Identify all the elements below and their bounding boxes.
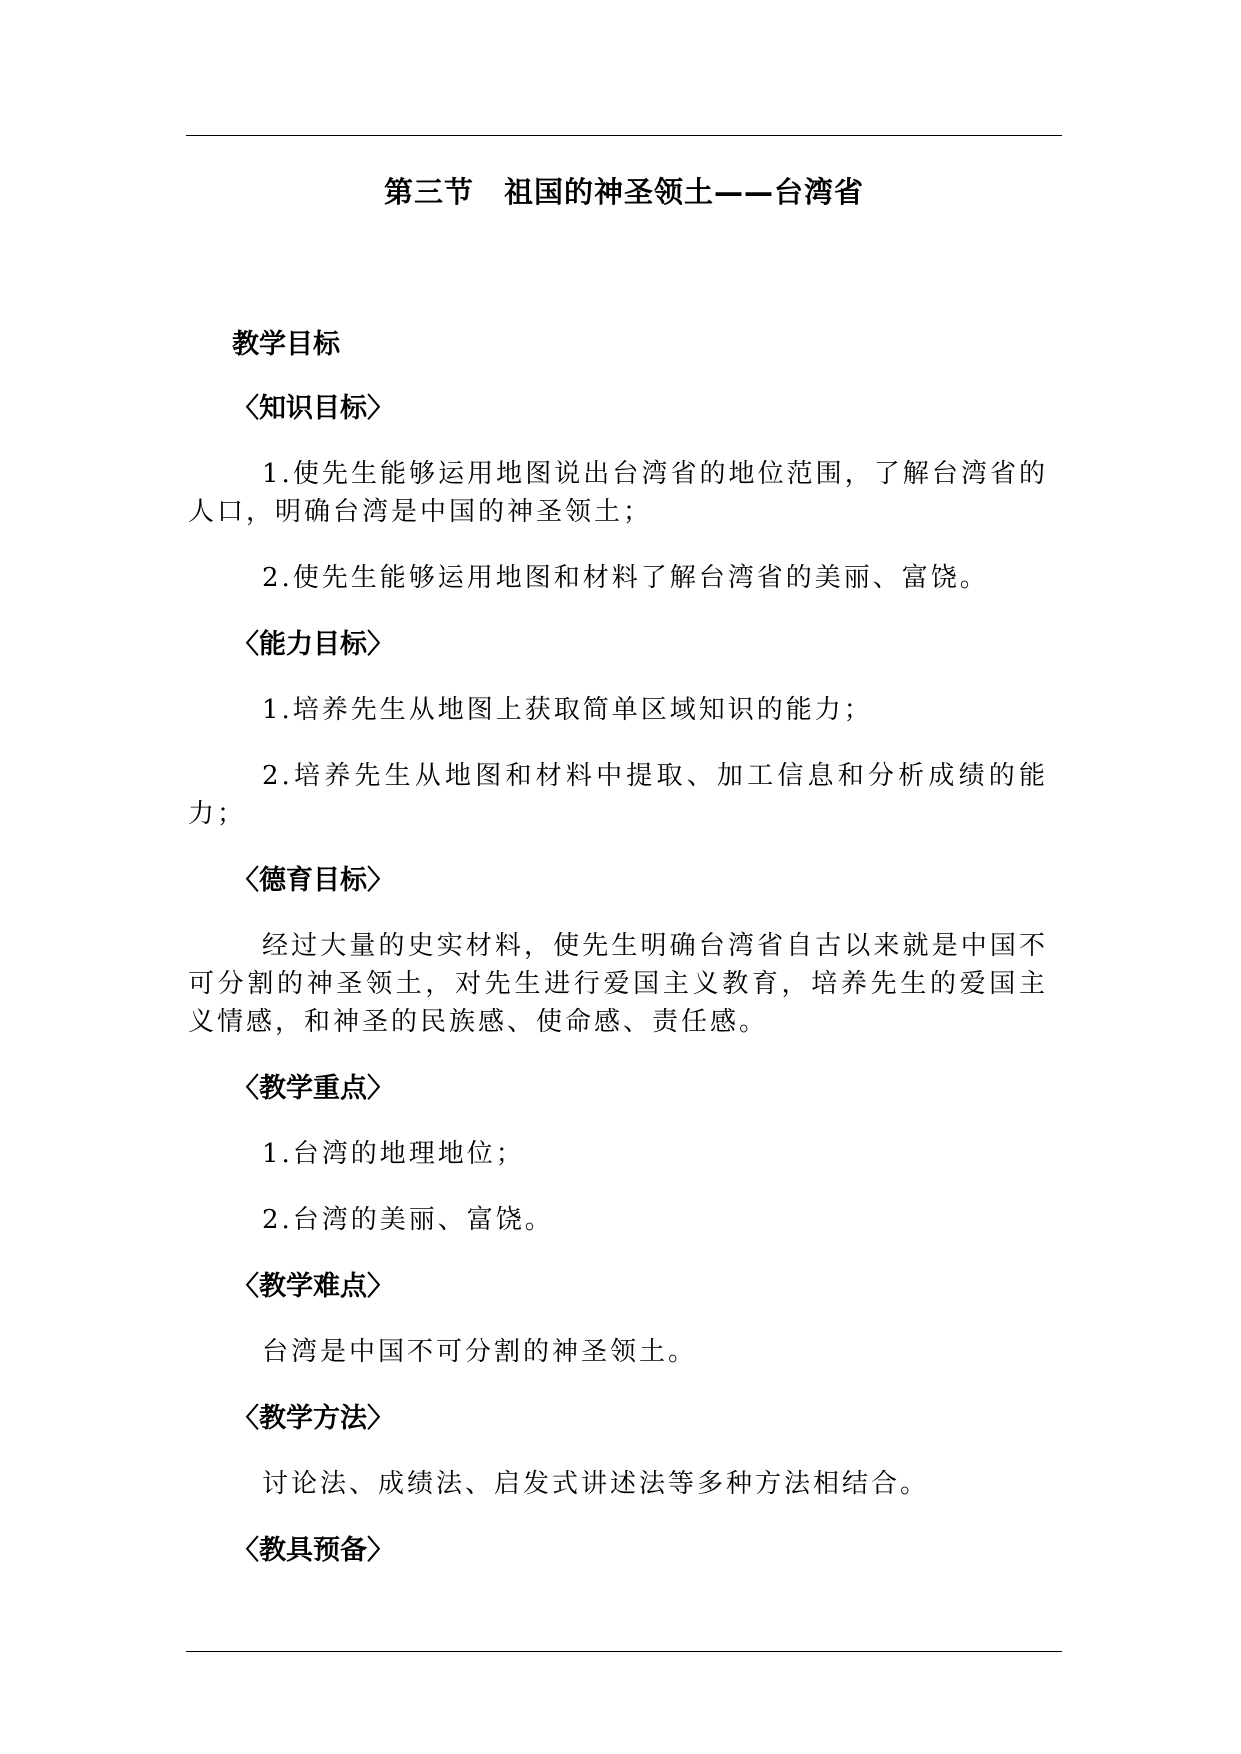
heading-key-points: 〈教学重点〉 — [232, 1073, 394, 1104]
document-body — [188, 325, 1048, 1597]
main-heading-teaching-goals: 教学目标 — [232, 329, 340, 360]
heading-moral-goals: 〈德育目标〉 — [232, 865, 394, 896]
ability-goal-1: 1.培养先生从地图上获取简单区域知识的能力； — [262, 695, 873, 725]
ability-goal-2: 2.培养先生从地图和材料中提取、加工信息和分析成绩的能力； — [188, 761, 1048, 829]
heading-knowledge-goals: 〈知识目标〉 — [232, 393, 394, 424]
header-rule — [186, 135, 1062, 136]
moral-goal-text: 经过大量的史实材料，使先生明确台湾省自古以来就是中国不可分割的神圣领土，对先生进行爱国主义教育，培养先生的爱国主义情感，和神圣的民族感、使命感、责任感。 — [188, 931, 1048, 1037]
heading-ability-goals: 〈能力目标〉 — [232, 629, 394, 660]
knowledge-goal-1: 1.使先生能够运用地图说出台湾省的地位范围，了解台湾省的人口，明确台湾是中国的神圣领土； — [188, 459, 1048, 527]
key-point-1: 1.台湾的地理地位； — [262, 1139, 525, 1169]
key-point-2: 2.台湾的美丽、富饶。 — [262, 1205, 554, 1235]
heading-tools: 〈教具预备〉 — [232, 1535, 394, 1566]
knowledge-goal-2: 2.使先生能够运用地图和材料了解台湾省的美丽、富饶。 — [262, 563, 989, 593]
heading-method: 〈教学方法〉 — [232, 1403, 394, 1434]
difficulty-text: 台湾是中国不可分割的神圣领土。 — [262, 1337, 698, 1367]
heading-difficulty: 〈教学难点〉 — [232, 1271, 394, 1302]
method-text: 讨论法、成绩法、启发式讲述法等多种方法相结合。 — [262, 1469, 930, 1499]
footer-rule — [186, 1651, 1062, 1652]
document-title: 第三节 祖国的神圣领土——台湾省 — [383, 175, 864, 209]
